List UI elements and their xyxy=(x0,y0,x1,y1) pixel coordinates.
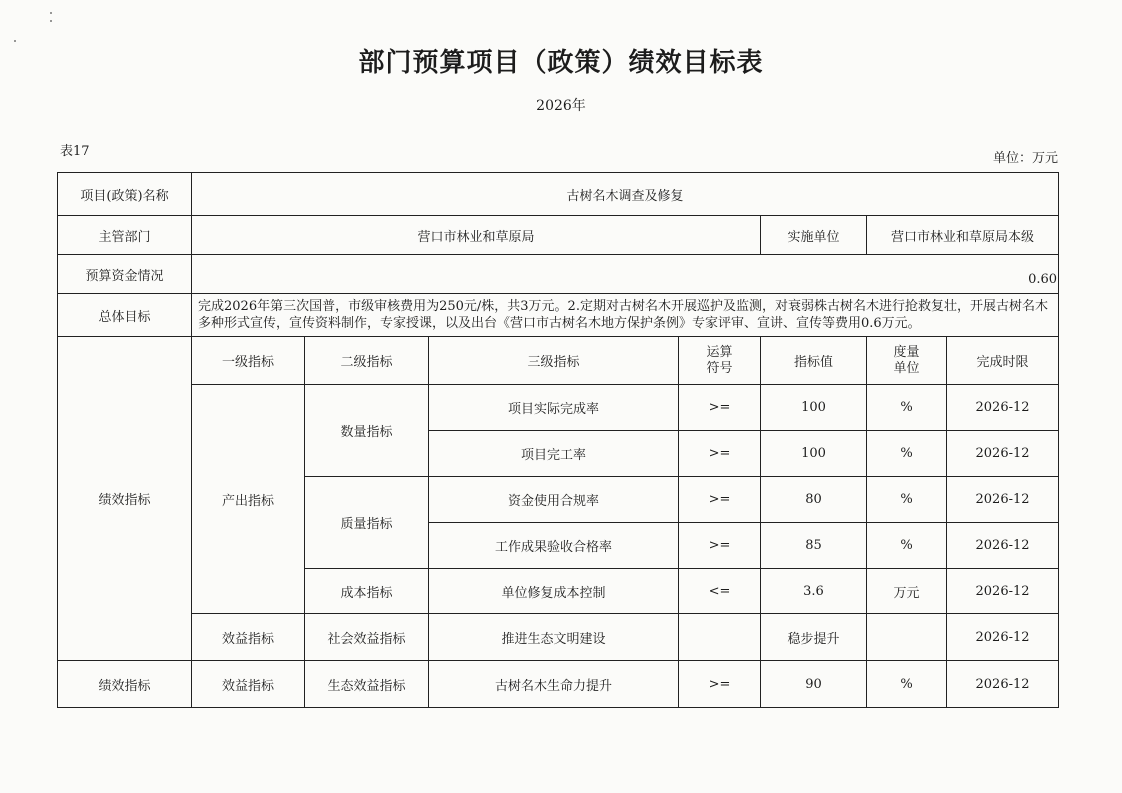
indicator-unit xyxy=(867,614,947,661)
indicator-unit: % xyxy=(867,385,947,431)
indicator-operator: >= xyxy=(679,385,761,431)
unit-label: 单位：万元 xyxy=(992,151,1058,166)
col-level1: 一级指标 xyxy=(192,337,305,385)
ecological-benefit-label: 生态效益指标 xyxy=(305,661,429,708)
table-row xyxy=(58,385,1059,431)
indicator-deadline: 2026-12 xyxy=(947,477,1059,523)
project-label: 项目(政策)名称 xyxy=(58,173,192,216)
col-operator: 运算 符号 xyxy=(679,337,761,385)
goal-value: 完成2026年第三次国普，市级审核费用为250元/株，共3万元。2.定期对古树名木开展巡护及监测，对衰弱株古树名木进行抢救复壮，开展古树名木多种形式宣传，宣传资料制作，专家授课，以及出台《营口市古树名木地方保护条例》专家评审、宣讲、宣传等费用0.6万元。 xyxy=(192,294,1059,337)
indicator-value: 稳步提升 xyxy=(761,614,867,661)
indicator-unit: % xyxy=(867,431,947,477)
fund-label: 预算资金情况 xyxy=(58,255,192,294)
cost-indicator-label: 成本指标 xyxy=(305,569,429,614)
dept-value: 营口市林业和草原局 xyxy=(192,216,761,255)
impl-value: 营口市林业和草原局本级 xyxy=(867,216,1059,255)
indicator-deadline: 2026-12 xyxy=(947,523,1059,569)
indicator-unit: 万元 xyxy=(867,569,947,614)
indicator-name: 古树名木生命力提升 xyxy=(429,661,679,708)
social-benefit-label: 社会效益指标 xyxy=(305,614,429,661)
project-value: 古树名木调查及修复 xyxy=(192,173,1059,216)
indicator-name: 资金使用合规率 xyxy=(429,477,679,523)
indicator-deadline: 2026-12 xyxy=(947,431,1059,477)
indicator-deadline: 2026-12 xyxy=(947,385,1059,431)
goal-label: 总体目标 xyxy=(58,294,192,337)
indicator-operator: >= xyxy=(679,431,761,477)
col-level2: 二级指标 xyxy=(305,337,429,385)
indicator-operator: >= xyxy=(679,477,761,523)
quantity-indicator-label: 数量指标 xyxy=(305,385,429,477)
indicator-value: 100 xyxy=(761,431,867,477)
indicator-value: 100 xyxy=(761,385,867,431)
fund-row xyxy=(58,255,1059,294)
perf-indicator-label: 绩效指标 xyxy=(58,661,192,708)
indicator-name: 项目完工率 xyxy=(429,431,679,477)
benefit-indicator-label: 效益指标 xyxy=(192,661,305,708)
indicator-value: 85 xyxy=(761,523,867,569)
goal-row xyxy=(58,294,1059,337)
impl-label: 实施单位 xyxy=(761,216,867,255)
quality-indicator-label: 质量指标 xyxy=(305,477,429,569)
indicator-operator: >= xyxy=(679,523,761,569)
indicator-unit: % xyxy=(867,523,947,569)
benefit-indicator-label: 效益指标 xyxy=(192,614,305,661)
performance-table xyxy=(57,172,1059,708)
column-header-row xyxy=(58,337,1059,385)
indicator-name: 单位修复成本控制 xyxy=(429,569,679,614)
dept-label: 主管部门 xyxy=(58,216,192,255)
fund-value: 0.60 xyxy=(192,255,1059,294)
indicator-name: 工作成果验收合格率 xyxy=(429,523,679,569)
indicator-value: 80 xyxy=(761,477,867,523)
page-title: 部门预算项目（政策）绩效目标表 xyxy=(358,48,764,78)
indicator-operator: >= xyxy=(679,661,761,708)
scan-speck xyxy=(50,12,52,14)
indicator-value: 90 xyxy=(761,661,867,708)
indicator-unit: % xyxy=(867,661,947,708)
indicator-value: 3.6 xyxy=(761,569,867,614)
col-deadline: 完成时限 xyxy=(947,337,1059,385)
indicator-unit: % xyxy=(867,477,947,523)
indicator-operator xyxy=(679,614,761,661)
table-row xyxy=(58,661,1059,708)
indicator-deadline: 2026-12 xyxy=(947,661,1059,708)
indicator-deadline: 2026-12 xyxy=(947,569,1059,614)
project-row xyxy=(58,173,1059,216)
indicator-name: 推进生态文明建设 xyxy=(429,614,679,661)
table-row xyxy=(58,614,1059,661)
table-number: 表17 xyxy=(60,144,90,159)
indicator-deadline: 2026-12 xyxy=(947,614,1059,661)
col-level3: 三级指标 xyxy=(429,337,679,385)
col-unit: 度量 单位 xyxy=(867,337,947,385)
indicator-operator: <= xyxy=(679,569,761,614)
col-target: 指标值 xyxy=(761,337,867,385)
output-indicator-label: 产出指标 xyxy=(192,385,305,614)
year-label: 2026年 xyxy=(536,98,586,114)
scan-speck xyxy=(50,20,52,22)
indicator-name: 项目实际完成率 xyxy=(429,385,679,431)
perf-indicator-label: 绩效指标 xyxy=(58,337,192,661)
department-row xyxy=(58,216,1059,255)
